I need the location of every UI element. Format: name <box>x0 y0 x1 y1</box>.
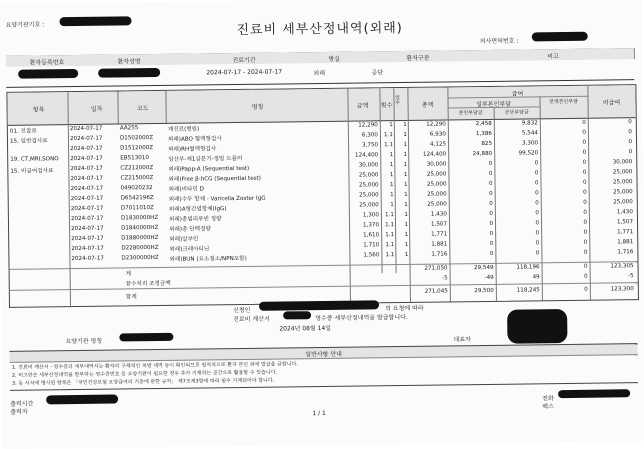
grand-label: 합계 <box>125 294 137 301</box>
row-fund: 0 <box>535 240 540 247</box>
sum-total: 271,050 <box>424 265 448 272</box>
row-name: 외래)총빌리루빈 정량 <box>168 216 222 223</box>
th-count: 횟수 <box>380 102 393 110</box>
row-count: 1 <box>389 162 394 169</box>
row-date: 2024-07-17 <box>70 205 104 213</box>
row-total: 12,290 <box>426 121 446 128</box>
row-name: 외래)RH혈액형검사 <box>168 146 217 153</box>
row-days: 1 <box>403 131 407 138</box>
row-full-self: 0 <box>582 169 587 176</box>
row-full-self: 0 <box>582 119 586 126</box>
th-fund: 공단부담금 <box>504 109 529 116</box>
row-amount: 25,000 <box>358 182 379 189</box>
row-date: 2024-07-17 <box>70 175 104 183</box>
redacted-block <box>46 395 118 405</box>
notice-title: 일반사항 안내 <box>305 350 342 359</box>
row-days: 1 <box>404 231 409 238</box>
sum-full: 0 <box>583 263 588 270</box>
row-name: 재진료(병원) <box>167 126 200 133</box>
adj-full: 0 <box>584 273 588 280</box>
row-total: 124,400 <box>423 151 447 158</box>
row-code: D6542196Z <box>120 195 154 202</box>
redacted-stamp <box>507 309 567 344</box>
row-fund: 3,300 <box>521 140 539 147</box>
representative-label: 대표자 <box>453 336 471 344</box>
row-amount: 1,710 <box>363 242 380 249</box>
row-uncovered: 1,881 <box>617 239 634 246</box>
row-full-self: 0 <box>583 239 588 246</box>
row-uncovered: 30,000 <box>612 159 633 166</box>
row-name: 임산부-제1삼분기-정밀 도플러 <box>168 155 243 163</box>
row-amount: 25,000 <box>359 192 379 199</box>
row-item: 15. 일반검사료 <box>9 138 48 145</box>
fax-label: 팩스 <box>542 403 554 411</box>
row-date: 2024-07-17 <box>70 215 104 223</box>
notice-item-2: 2. 비고란은 세부산정내역을 발부하는 영수증번호 등 요양기관이 필요한 경우 추가 기재하는 공간으로 활용할 수 있습니다. <box>11 369 278 379</box>
col-ward: 병실 <box>328 55 340 63</box>
row-date: 2024-07-17 <box>70 145 103 153</box>
sign-line2-b: 영수증 세부산정내역을 발급합니다. <box>315 313 408 323</box>
th-covered: 급여 <box>511 90 524 98</box>
row-uncovered: 25,000 <box>612 179 633 186</box>
redacted-block <box>532 32 588 42</box>
row-fund: 0 <box>535 230 540 237</box>
row-count: 1.1 <box>385 252 395 259</box>
row-amount: 3,750 <box>362 142 379 149</box>
row-days: 1 <box>403 161 408 168</box>
row-amount: 1,300 <box>362 212 379 219</box>
sign-line2-a: 진료비 계산서 <box>233 315 270 324</box>
grand-self: 29,500 <box>474 287 494 295</box>
row-count: 1 <box>389 172 394 179</box>
row-count: 1 <box>389 152 394 159</box>
row-total: 4,125 <box>430 141 447 148</box>
row-code: D1830000HZ <box>120 215 159 222</box>
page-title: 진료비 세부산정내역(외래) <box>236 20 403 39</box>
page-number: 1 / 1 <box>312 409 326 418</box>
sum-label: 계 <box>125 271 132 278</box>
row-date: 2024-07-17 <box>71 255 104 263</box>
issue-date: 2024년 08월 14일 <box>279 324 332 333</box>
sum-fund: 118,196 <box>516 264 540 271</box>
grand-full: 0 <box>584 286 588 293</box>
row-code: D7011010Z <box>120 205 154 212</box>
row-date: 2024-07-17 <box>70 185 104 193</box>
th-code: 코드 <box>136 105 149 113</box>
row-count: 1 <box>389 122 393 129</box>
row-count: 1.1 <box>385 242 395 249</box>
sum-self: 29,549 <box>473 264 494 272</box>
row-code: D1880000HZ <box>121 234 159 242</box>
row-days: 1 <box>403 151 408 158</box>
row-self: 0 <box>488 170 493 177</box>
row-uncovered: 1,507 <box>616 219 634 226</box>
redacted-block <box>259 300 379 310</box>
row-uncovered: 25,000 <box>613 189 633 196</box>
row-fund: 0 <box>535 210 539 217</box>
row-amount: 1,560 <box>363 252 380 259</box>
adj-fund: 49 <box>532 274 540 281</box>
row-self: 0 <box>488 160 493 167</box>
row-self: 0 <box>489 210 493 217</box>
row-fund: 0 <box>535 250 540 257</box>
row-code: D1512000Z <box>120 145 154 152</box>
row-code: D1840000HZ <box>121 225 159 232</box>
printed-by-label: 출력자 <box>10 408 28 416</box>
row-total: 1,716 <box>431 251 448 258</box>
row-uncovered: 25,000 <box>612 169 633 176</box>
row-name: 외래)BUN (요소질소/NPN포함) <box>169 255 247 263</box>
grand-non: 123,300 <box>610 286 634 293</box>
row-amount: 25,000 <box>359 202 379 209</box>
row-days: 1 <box>404 251 409 258</box>
row-count: 1.1 <box>383 132 393 139</box>
row-fund: 0 <box>534 180 539 187</box>
row-fund: 0 <box>535 200 539 207</box>
row-total: 25,000 <box>426 181 447 188</box>
row-total: 1,430 <box>430 211 447 218</box>
row-days: 1 <box>404 221 409 228</box>
row-name: 외래)Free β-hCG (Sequential test) <box>168 175 261 183</box>
row-name: 외래)크레아티닌 <box>169 246 210 253</box>
row-uncovered: 1,771 <box>617 229 634 236</box>
row-amount: 1,610 <box>363 232 380 239</box>
ward-value: 외래 <box>313 69 326 78</box>
row-days: 1 <box>403 171 408 178</box>
row-full-self: 0 <box>583 199 587 206</box>
row-full-self: 0 <box>582 129 586 136</box>
institution-code-label: 요양기관기호 : <box>5 21 45 29</box>
row-uncovered: 1,430 <box>616 209 633 216</box>
row-total: 6,930 <box>429 131 446 138</box>
row-name: 외래)ABO 혈액형검사 <box>167 136 222 143</box>
sign-line1-b: 의 요청에 따라 <box>385 304 424 313</box>
col-period: 진료기간 <box>232 56 256 65</box>
row-code: CZ215000Z <box>120 175 154 182</box>
row-self: 24,880 <box>472 150 493 158</box>
row-code: D1502000Z <box>119 135 154 142</box>
redacted-block <box>283 311 311 319</box>
row-amount: 6,300 <box>361 132 378 139</box>
row-days: 1 <box>403 121 407 128</box>
sum-non: 123,305 <box>610 263 634 270</box>
row-count: 1.1 <box>384 212 394 219</box>
th-self: 본인부담금 <box>458 110 483 117</box>
th-total: 총액 <box>421 101 434 109</box>
adj-total: -5 <box>442 275 448 282</box>
row-date: 2024-07-17 <box>70 165 103 173</box>
row-total: 25,000 <box>427 191 447 198</box>
row-fund: 0 <box>534 160 539 167</box>
row-fund: 0 <box>535 190 539 197</box>
notice-item-3: 3. 동 서식에 명시된 항목은 「국민건강보험 요양급여의 기준에 관한 규칙」 제7조제3항에 따라 필수 기재되어야 합니다. <box>11 377 275 387</box>
row-self: 825 <box>481 140 493 148</box>
th-days: 일수 <box>395 95 401 107</box>
row-date: 2024-07-17 <box>71 235 104 243</box>
row-fund: 0 <box>534 170 539 177</box>
row-self: 0 <box>489 230 494 237</box>
row-uncovered: 0 <box>628 129 632 136</box>
row-fund: 9,832 <box>521 120 538 127</box>
row-uncovered: 25,000 <box>613 199 633 206</box>
col-remark: 비고 <box>547 53 559 61</box>
row-full-self: 0 <box>583 209 587 216</box>
row-total: 25,000 <box>426 171 447 178</box>
detail-table <box>6 84 639 308</box>
row-uncovered: 0 <box>628 119 632 126</box>
grand-total: 271,045 <box>424 288 448 295</box>
th-name: 명칭 <box>251 103 264 111</box>
row-amount: 30,000 <box>358 162 379 169</box>
row-name: 외래)총 단백정량 <box>169 226 211 233</box>
row-count: 1 <box>389 182 394 189</box>
row-count: 1 <box>390 202 394 209</box>
row-self: 0 <box>489 200 493 207</box>
row-self: 0 <box>488 180 493 187</box>
redacted-block <box>119 333 173 342</box>
printed-at-label: 출력시간 <box>10 400 34 408</box>
row-name: 외래)수두 항체 - Varicella Zoster IgG <box>168 195 266 203</box>
row-fund: 0 <box>535 220 540 227</box>
row-name: 외래)알부민 <box>169 236 199 243</box>
th-item: 항목 <box>32 106 45 114</box>
row-days: 1 <box>404 211 408 218</box>
row-full-self: 0 <box>582 179 587 186</box>
th-partial: 일부본인부담 <box>476 100 512 109</box>
row-full-self: 0 <box>583 219 588 226</box>
row-days: 1 <box>403 141 408 148</box>
redacted-block <box>98 68 160 78</box>
row-code: AA255 <box>119 125 139 132</box>
row-name: 외래)A형간염항체(IgG) <box>168 206 227 213</box>
row-full-self: 0 <box>583 229 588 236</box>
row-date: 2024-07-17 <box>70 155 103 163</box>
row-item: 19. CT,MRI,SONO <box>10 156 59 163</box>
row-self: 1,386 <box>475 130 492 138</box>
row-date: 2024-07-17 <box>69 125 103 133</box>
row-days: 1 <box>403 181 408 188</box>
row-full-self: 0 <box>582 149 587 156</box>
adj-self: -49 <box>484 274 494 282</box>
grand-fund: 118,245 <box>516 287 540 294</box>
row-date: 2024-07-17 <box>69 135 103 143</box>
row-code: 049020232 <box>120 185 153 192</box>
institution-name-label: 요양기관 명칭 <box>65 337 103 346</box>
row-full-self: 0 <box>583 249 588 256</box>
row-self: 2,458 <box>475 120 492 128</box>
row-fund: 99,520 <box>518 150 539 157</box>
row-date: 2024-07-17 <box>71 225 104 233</box>
row-amount: 1,370 <box>362 222 380 229</box>
row-days: 1 <box>404 191 408 198</box>
row-name: 외래)Papp-A (Sequential test) <box>168 165 250 173</box>
row-item: 15. 비급여검사료 <box>10 168 54 175</box>
row-uncovered: 0 <box>628 139 633 146</box>
row-amount: 12,290 <box>358 122 378 129</box>
redacted-block <box>18 69 78 79</box>
row-count: 1.1 <box>385 232 395 239</box>
period-value: 2024-07-17 - 2024-07-17 <box>206 68 283 77</box>
row-total: 30,000 <box>426 161 447 168</box>
row-date: 2024-07-17 <box>70 195 104 203</box>
row-full-self: 0 <box>583 189 587 196</box>
col-patient-name: 환자성명 <box>117 58 141 66</box>
row-fund: 5,544 <box>521 130 538 137</box>
col-patient-no: 환자등록번호 <box>29 59 65 67</box>
row-self: 0 <box>489 190 493 197</box>
row-full-self: 0 <box>582 159 587 166</box>
row-count: 1 <box>390 192 394 199</box>
row-self: 0 <box>489 240 494 247</box>
row-item: 01. 진찰료 <box>9 128 37 135</box>
row-uncovered: 0 <box>628 149 633 156</box>
row-count: 1.1 <box>385 222 395 229</box>
row-total: 25,000 <box>427 201 447 208</box>
col-patient-type: 환자구분 <box>406 54 430 62</box>
redacted-block <box>558 389 630 398</box>
patient-type-value: 공단 <box>371 69 384 77</box>
row-self: 0 <box>489 220 494 227</box>
phone-label: 전화 <box>542 395 554 403</box>
row-days: 1 <box>404 241 409 248</box>
row-amount: 124,400 <box>355 152 379 159</box>
th-full-self: 전액본인부담 <box>549 98 579 106</box>
row-count: 1.1 <box>384 142 394 149</box>
row-uncovered: 1,716 <box>617 249 634 256</box>
doctor-license-label: 의사면허번호 : <box>479 37 519 46</box>
row-code: D2300000HZ <box>121 254 159 262</box>
adj-label: 끝수처리 조정금액 <box>125 280 171 288</box>
row-total: 1,507 <box>430 221 448 228</box>
sign-line1-a: 신청인 <box>233 306 251 315</box>
row-name: 외래)비타민 D <box>168 186 204 193</box>
adj-non: -5 <box>628 273 634 280</box>
row-full-self: 0 <box>582 139 587 146</box>
row-self: 0 <box>489 250 494 257</box>
th-amount: 금액 <box>356 102 369 110</box>
row-amount: 25,000 <box>358 172 379 179</box>
row-total: 1,881 <box>431 241 448 248</box>
row-code: CZ212000Z <box>120 165 154 172</box>
row-code: EB513010 <box>120 155 149 162</box>
th-uncovered: 비급여 <box>602 99 621 107</box>
notice-item-1: 1. 진료비 계산서ㆍ영수증의 세부내역서는 환자의 구체적인 처방 내역 등이 확인되므로 원칙적으로 환자 본인 외에 발급을 금합니다. <box>11 361 298 371</box>
row-date: 2024-07-17 <box>71 245 104 253</box>
th-date: 일자 <box>90 105 103 113</box>
row-code: D2280000HZ <box>121 244 159 252</box>
row-total: 1,771 <box>431 231 448 238</box>
row-days: 1 <box>404 201 408 208</box>
